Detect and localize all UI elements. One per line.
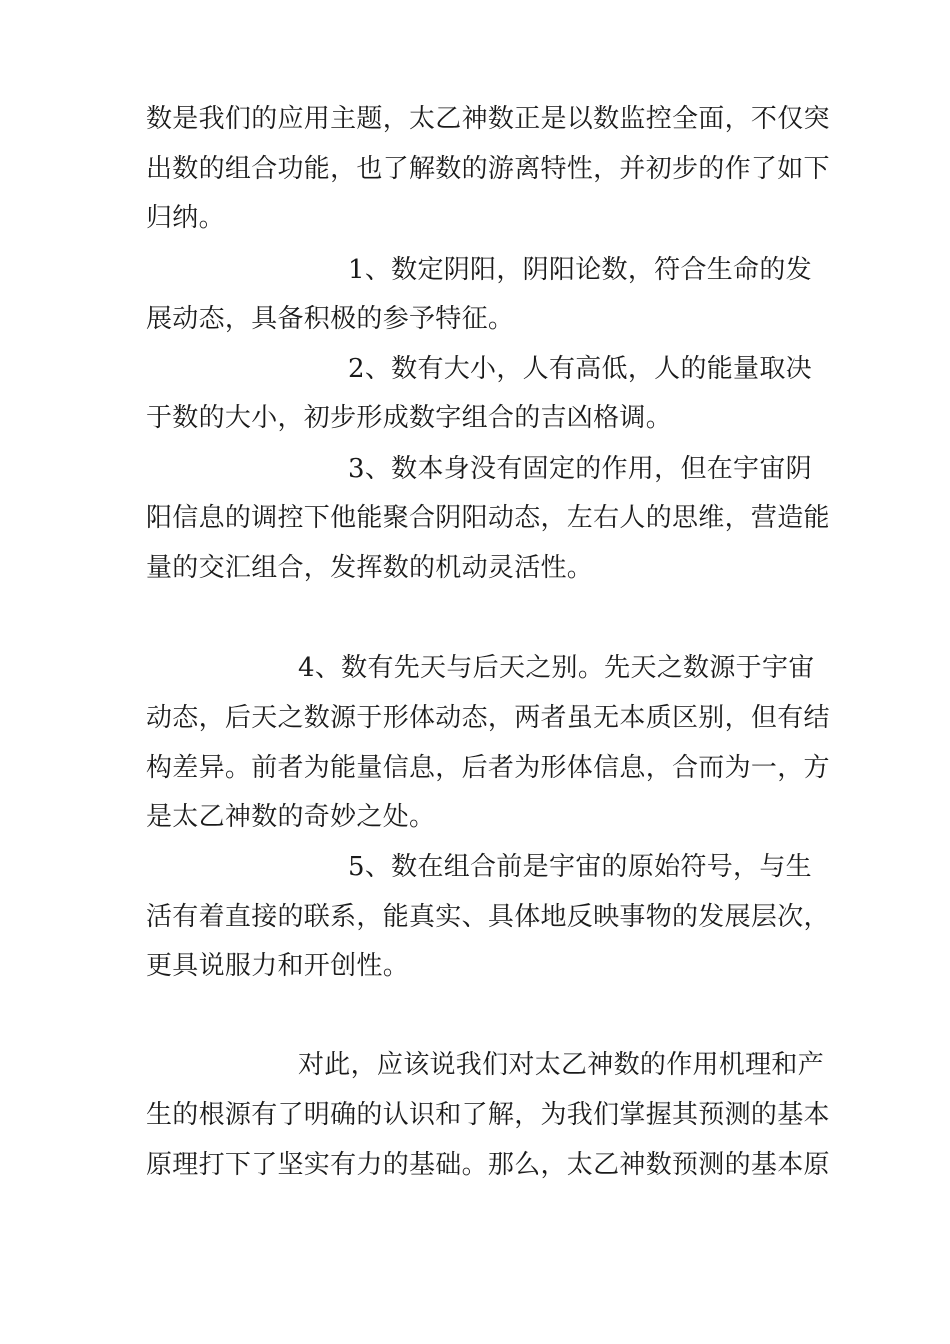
paragraph-line: 出数的组合功能，也了解数的游离特性，并初步的作了如下: [146, 154, 830, 184]
list-item-line: 展动态，具备积极的参予特征。: [146, 304, 515, 334]
list-item-line: 活有着直接的联系，能真实、具体地反映事物的发展层次，: [146, 902, 830, 932]
list-item-line: 量的交汇组合，发挥数的机动灵活性。: [146, 553, 594, 583]
list-item-line: 动态，后天之数源于形体动态，两者虽无本质区别，但有结: [146, 703, 830, 733]
list-item-line: 阳信息的调控下他能聚合阴阳动态，左右人的思维，营造能: [146, 503, 830, 533]
list-item-line: 构差异。前者为能量信息，后者为形体信息，合而为一，方: [146, 753, 830, 783]
list-item-line: 是太乙神数的奇妙之处。: [146, 802, 436, 832]
list-item-line: 5、数在组合前是宇宙的原始符号，与生: [348, 852, 812, 882]
paragraph-line: 生的根源有了明确的认识和了解，为我们掌握其预测的基本: [146, 1100, 830, 1130]
list-item-line: 3、数本身没有固定的作用，但在宇宙阴: [348, 454, 812, 484]
list-item-line: 2、数有大小，人有高低，人的能量取决: [348, 354, 812, 384]
paragraph-line: 归纳。: [146, 203, 225, 233]
list-item-line: 4、数有先天与后天之别。先天之数源于宇宙: [298, 653, 815, 683]
list-item-line: 更具说服力和开创性。: [146, 951, 410, 981]
list-item-line: 于数的大小，初步形成数字组合的吉凶格调。: [146, 403, 673, 433]
paragraph-line: 对此，应该说我们对太乙神数的作用机理和产: [298, 1050, 825, 1080]
paragraph-line: 原理打下了坚实有力的基础。那么，太乙神数预测的基本原: [146, 1150, 830, 1180]
paragraph-line: 数是我们的应用主题，太乙神数正是以数监控全面，不仅突: [146, 104, 830, 134]
list-item-line: 1、数定阴阳，阴阳论数，符合生命的发: [348, 255, 812, 285]
